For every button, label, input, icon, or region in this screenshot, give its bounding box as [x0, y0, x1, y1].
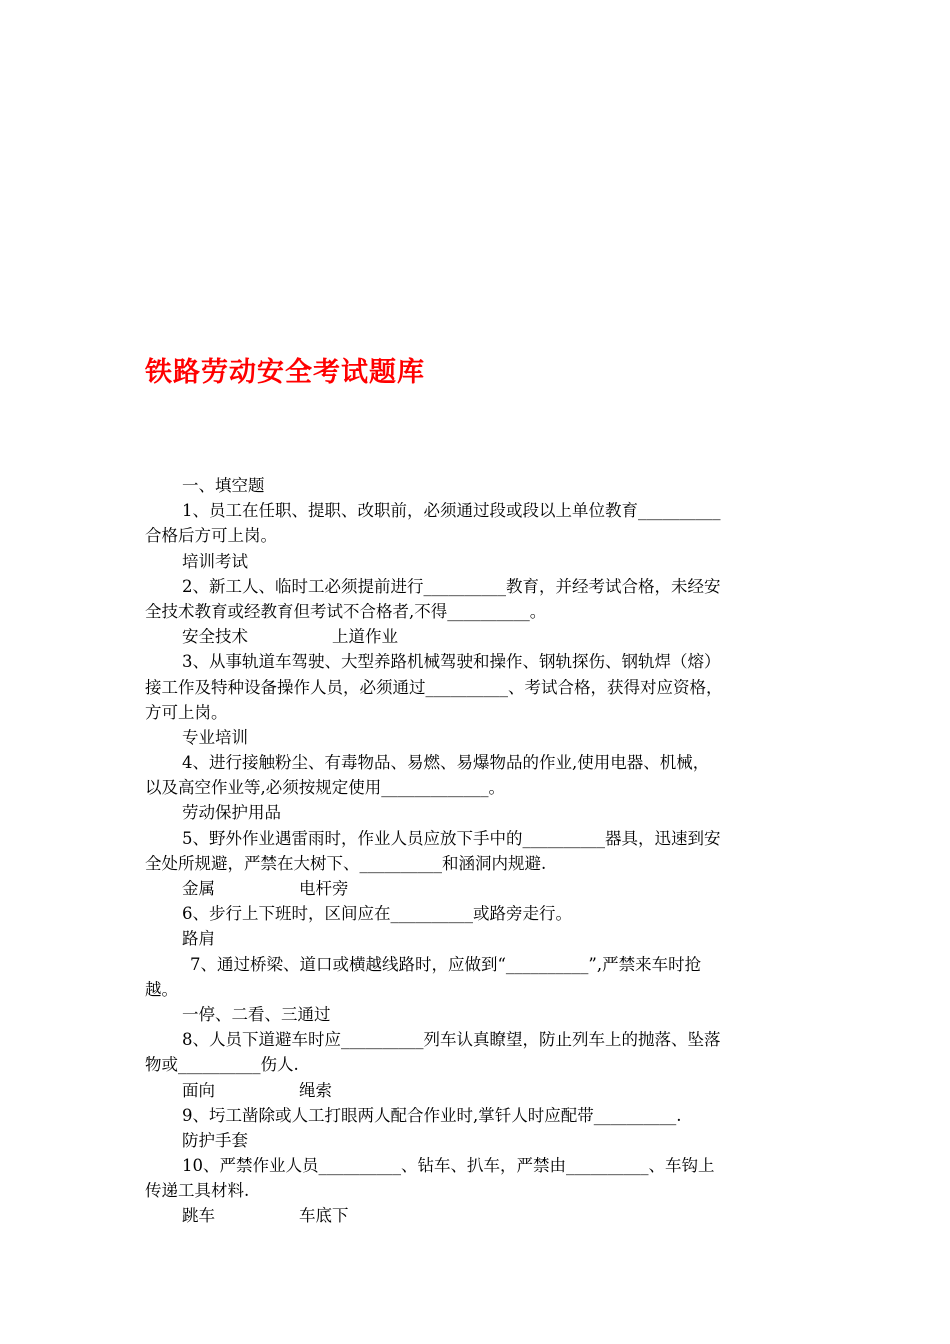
question-line: 8、人员下道避车时应__________列车认真瞭望，防止列车上的抛落、坠落 [182, 1030, 721, 1050]
answer-line [145, 1078, 805, 1103]
answer-line [145, 624, 805, 649]
question-line: 10、严禁作业人员__________、钻车、扒车，严禁由__________、车钩上 [182, 1156, 715, 1176]
question-line: 9、圬工凿除或人工打眼两人配合作业时,掌钎人时应配带__________. [182, 1105, 682, 1125]
question-continuation: 接工作及特种设备操作人员，必须通过__________、考试合格，获得对应资格， [145, 677, 723, 697]
section-heading: 一、填空题 [182, 476, 265, 495]
question-line: 6、步行上下班时，区间应在__________或路旁走行。 [182, 904, 572, 924]
answer-text: 绳索 [299, 1080, 332, 1100]
question-line: 7、通过桥梁、道口或横越线路时，应做到“__________”,严禁来车时抢 [190, 954, 702, 974]
question-continuation: 全处所规避，严禁在大树下、__________和涵洞内规避. [145, 853, 547, 873]
answer-text: 金属 [182, 879, 215, 898]
question-continuation: 物或__________伤人. [145, 1055, 299, 1075]
answer-line: 培训考试 [182, 551, 248, 571]
question-continuation: 全技术教育或经教育但考试不合格者,不得__________。 [145, 601, 547, 621]
answer-line [145, 1203, 805, 1228]
question-line: 1、员工在任职、提职、改职前，必须通过段或段以上单位教育__________ [182, 501, 721, 521]
answer-text: 上道作业 [332, 627, 398, 647]
question-continuation: 越。 [145, 979, 178, 999]
question-continuation: 以及高空作业等,必须按规定使用_____________。 [145, 778, 505, 798]
answer-line: 专业培训 [182, 727, 248, 747]
answer-text: 安全技术 [182, 627, 248, 647]
question-line: 4、进行接触粉尘、有毒物品、易燃、易爆物品的作业,使用电器、机械， [182, 753, 710, 773]
question-continuation: 合格后方可上岗。 [145, 526, 277, 546]
answer-text: 车底下 [299, 1206, 349, 1226]
answer-text: 电杆旁 [299, 879, 349, 898]
answer-line: 路肩 [182, 929, 215, 949]
answer-line: 劳动保护用品 [182, 803, 281, 823]
answer-line [145, 876, 805, 901]
question-line: 5、野外作业遇雷雨时，作业人员应放下手中的__________器具，迅速到安 [182, 828, 721, 848]
answer-text: 面向 [182, 1080, 215, 1100]
answer-line: 防护手套 [182, 1130, 248, 1150]
answer-text: 跳车 [182, 1206, 215, 1226]
question-continuation: 传递工具材料. [145, 1181, 250, 1201]
question-line: 3、从事轨道车驾驶、大型养路机械驾驶和操作、钢轨探伤、钢轨焊（熔） [182, 652, 721, 672]
answer-line: 一停、二看、三通过 [182, 1004, 331, 1024]
document-body [145, 473, 805, 1229]
question-line: 2、新工人、临时工必须提前进行__________教育，并经考试合格，未经安 [182, 576, 721, 596]
question-continuation: 方可上岗。 [145, 702, 228, 722]
document-title: 铁路劳动安全考试题库 [145, 357, 425, 388]
